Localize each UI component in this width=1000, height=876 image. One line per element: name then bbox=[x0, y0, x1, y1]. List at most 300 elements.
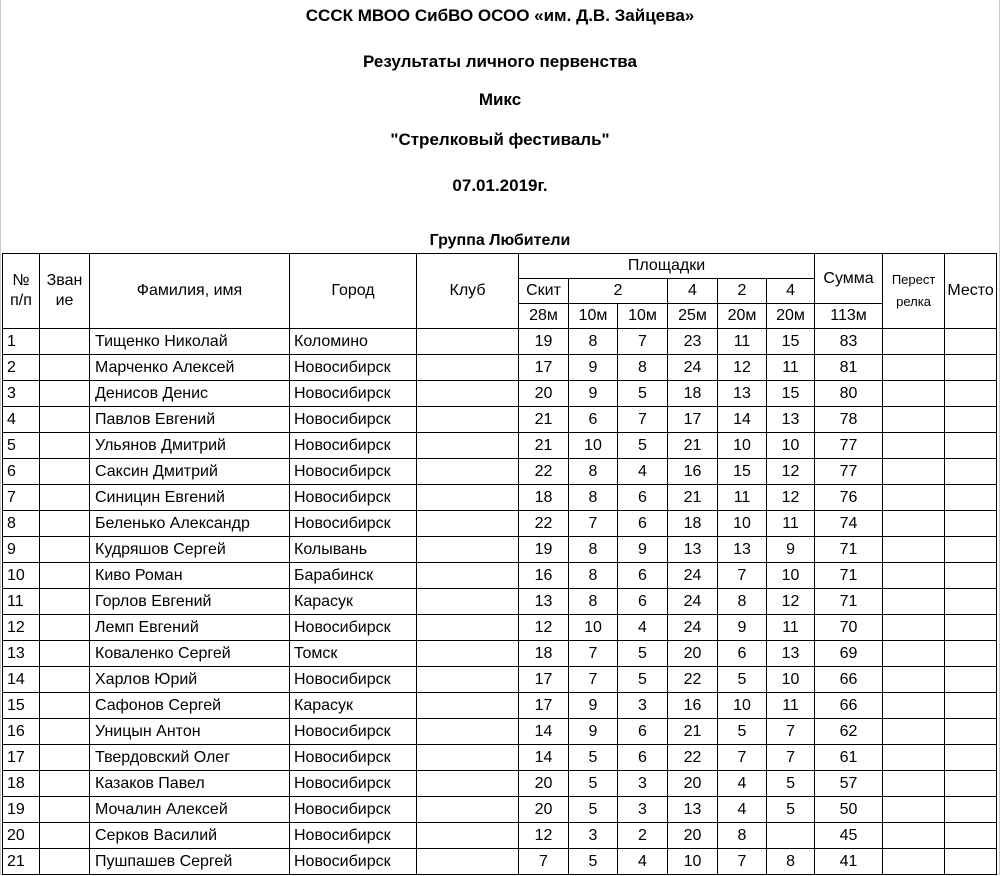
cell-num: 2 bbox=[3, 355, 40, 381]
cell-shootoff bbox=[883, 719, 945, 745]
cell-city: Томск bbox=[290, 641, 417, 667]
range-distance: 28м bbox=[519, 304, 569, 329]
cell-club bbox=[417, 719, 519, 745]
cell-city: Новосибирск bbox=[290, 745, 417, 771]
cell-score: 6 bbox=[618, 511, 668, 537]
header-name: Фамилия, имя bbox=[90, 254, 290, 329]
results-body bbox=[3, 329, 997, 875]
cell-shootoff bbox=[883, 355, 945, 381]
cell-score: 11 bbox=[767, 355, 815, 381]
cell-shootoff bbox=[883, 849, 945, 875]
cell-rank bbox=[40, 641, 90, 667]
cell-num: 11 bbox=[3, 589, 40, 615]
event-date: 07.01.2019г. bbox=[452, 176, 548, 195]
table-row bbox=[3, 407, 997, 433]
header-rank-line1: Зван bbox=[46, 272, 83, 289]
cell-total: 74 bbox=[815, 511, 883, 537]
cell-score: 6 bbox=[618, 719, 668, 745]
cell-shootoff bbox=[883, 771, 945, 797]
cell-score: 7 bbox=[569, 641, 618, 667]
cell-score: 8 bbox=[718, 589, 767, 615]
cell-score: 8 bbox=[569, 459, 618, 485]
cell-score: 5 bbox=[618, 641, 668, 667]
table-row bbox=[3, 355, 997, 381]
cell-score: 11 bbox=[767, 615, 815, 641]
cell-num: 7 bbox=[3, 485, 40, 511]
cell-place bbox=[945, 719, 997, 745]
cell-num: 16 bbox=[3, 719, 40, 745]
cell-rank bbox=[40, 823, 90, 849]
cell-num: 19 bbox=[3, 797, 40, 823]
cell-score: 7 bbox=[767, 719, 815, 745]
cell-city: Колывань bbox=[290, 537, 417, 563]
cell-total: 76 bbox=[815, 485, 883, 511]
cell-num: 14 bbox=[3, 667, 40, 693]
cell-club bbox=[417, 797, 519, 823]
cell-rank bbox=[40, 745, 90, 771]
cell-score: 20 bbox=[519, 771, 569, 797]
cell-score: 18 bbox=[668, 511, 718, 537]
table-row bbox=[3, 797, 997, 823]
cell-club bbox=[417, 771, 519, 797]
header-shootoff bbox=[883, 254, 945, 329]
cell-place bbox=[945, 329, 997, 355]
cell-place bbox=[945, 563, 997, 589]
cell-name: Харлов Юрий bbox=[90, 667, 290, 693]
table-row bbox=[3, 641, 997, 667]
cell-city: Новосибирск bbox=[290, 849, 417, 875]
event-title: "Стрелковый фестиваль" bbox=[390, 130, 610, 149]
cell-total: 70 bbox=[815, 615, 883, 641]
cell-score: 5 bbox=[569, 745, 618, 771]
cell-shootoff bbox=[883, 381, 945, 407]
cell-score: 10 bbox=[767, 563, 815, 589]
cell-score: 16 bbox=[668, 459, 718, 485]
cell-num: 17 bbox=[3, 745, 40, 771]
cell-city: Новосибирск bbox=[290, 771, 417, 797]
cell-city: Новосибирск bbox=[290, 355, 417, 381]
cell-club bbox=[417, 485, 519, 511]
cell-rank bbox=[40, 563, 90, 589]
cell-total: 45 bbox=[815, 823, 883, 849]
cell-score: 11 bbox=[767, 511, 815, 537]
cell-score: 7 bbox=[519, 849, 569, 875]
cell-score: 24 bbox=[668, 563, 718, 589]
cell-total: 57 bbox=[815, 771, 883, 797]
cell-score: 4 bbox=[718, 771, 767, 797]
cell-rank bbox=[40, 693, 90, 719]
cell-score: 18 bbox=[519, 641, 569, 667]
cell-club bbox=[417, 459, 519, 485]
cell-rank bbox=[40, 329, 90, 355]
cell-rank bbox=[40, 849, 90, 875]
cell-city: Новосибирск bbox=[290, 719, 417, 745]
cell-num: 18 bbox=[3, 771, 40, 797]
cell-score: 4 bbox=[618, 849, 668, 875]
cell-name: Коваленко Сергей bbox=[90, 641, 290, 667]
cell-score: 18 bbox=[519, 485, 569, 511]
cell-rank bbox=[40, 511, 90, 537]
cell-shootoff bbox=[883, 511, 945, 537]
cell-num: 3 bbox=[3, 381, 40, 407]
cell-score: 8 bbox=[718, 823, 767, 849]
cell-name: Пушпашев Сергей bbox=[90, 849, 290, 875]
cell-city: Новосибирск bbox=[290, 615, 417, 641]
cell-score: 8 bbox=[767, 849, 815, 875]
table-row bbox=[3, 329, 997, 355]
cell-name: Денисов Денис bbox=[90, 381, 290, 407]
cell-score: 17 bbox=[519, 667, 569, 693]
header-total: Сумма bbox=[815, 254, 883, 304]
cell-score: 7 bbox=[569, 511, 618, 537]
cell-city: Коломино bbox=[290, 329, 417, 355]
cell-shootoff bbox=[883, 485, 945, 511]
cell-place bbox=[945, 381, 997, 407]
cell-place bbox=[945, 407, 997, 433]
cell-score: 24 bbox=[668, 615, 718, 641]
cell-score: 7 bbox=[618, 407, 668, 433]
cell-score: 12 bbox=[767, 485, 815, 511]
cell-score: 5 bbox=[618, 667, 668, 693]
cell-shootoff bbox=[883, 823, 945, 849]
cell-shootoff bbox=[883, 563, 945, 589]
cell-score: 17 bbox=[519, 355, 569, 381]
cell-total: 83 bbox=[815, 329, 883, 355]
cell-club bbox=[417, 355, 519, 381]
header-city: Город bbox=[290, 254, 417, 329]
cell-rank bbox=[40, 719, 90, 745]
table-row bbox=[3, 381, 997, 407]
cell-score: 5 bbox=[618, 381, 668, 407]
cell-total: 77 bbox=[815, 433, 883, 459]
category-title: Микс bbox=[478, 90, 522, 109]
cell-shootoff bbox=[883, 797, 945, 823]
cell-total: 62 bbox=[815, 719, 883, 745]
cell-club bbox=[417, 693, 519, 719]
cell-shootoff bbox=[883, 745, 945, 771]
cell-name: Марченко Алексей bbox=[90, 355, 290, 381]
cell-place bbox=[945, 667, 997, 693]
table-row bbox=[3, 563, 997, 589]
cell-rank bbox=[40, 381, 90, 407]
range-name: 4 bbox=[767, 279, 815, 304]
cell-score: 12 bbox=[767, 459, 815, 485]
cell-rank bbox=[40, 537, 90, 563]
cell-rank bbox=[40, 667, 90, 693]
cell-total: 50 bbox=[815, 797, 883, 823]
cell-score: 17 bbox=[668, 407, 718, 433]
cell-score: 10 bbox=[718, 511, 767, 537]
range-distance: 20м bbox=[718, 304, 767, 329]
cell-name: Серков Василий bbox=[90, 823, 290, 849]
header-place: Место bbox=[945, 254, 997, 329]
cell-score: 3 bbox=[618, 771, 668, 797]
cell-score: 10 bbox=[569, 615, 618, 641]
cell-score: 11 bbox=[718, 485, 767, 511]
cell-num: 21 bbox=[3, 849, 40, 875]
cell-score: 8 bbox=[569, 537, 618, 563]
cell-place bbox=[945, 797, 997, 823]
cell-total: 77 bbox=[815, 459, 883, 485]
results-title: Результаты личного первенства bbox=[363, 52, 637, 71]
cell-score: 7 bbox=[718, 745, 767, 771]
cell-name: Беленько Александр bbox=[90, 511, 290, 537]
cell-name: Синицин Евгений bbox=[90, 485, 290, 511]
cell-name: Горлов Евгений bbox=[90, 589, 290, 615]
header-num-line1: № bbox=[12, 272, 30, 289]
cell-score: 24 bbox=[668, 589, 718, 615]
cell-shootoff bbox=[883, 329, 945, 355]
cell-num: 9 bbox=[3, 537, 40, 563]
cell-place bbox=[945, 537, 997, 563]
cell-score: 9 bbox=[569, 719, 618, 745]
cell-score: 3 bbox=[569, 823, 618, 849]
cell-place bbox=[945, 433, 997, 459]
cell-club bbox=[417, 563, 519, 589]
cell-score: 9 bbox=[569, 693, 618, 719]
cell-city: Новосибирск bbox=[290, 797, 417, 823]
cell-name: Тищенко Николай bbox=[90, 329, 290, 355]
cell-score: 20 bbox=[519, 797, 569, 823]
cell-score: 20 bbox=[668, 641, 718, 667]
cell-club bbox=[417, 433, 519, 459]
range-distance: 10м bbox=[569, 304, 618, 329]
cell-club bbox=[417, 667, 519, 693]
cell-name: Ульянов Дмитрий bbox=[90, 433, 290, 459]
cell-score: 13 bbox=[718, 537, 767, 563]
range-distance: 10м bbox=[618, 304, 668, 329]
cell-num: 10 bbox=[3, 563, 40, 589]
cell-score: 15 bbox=[767, 381, 815, 407]
table-row bbox=[3, 693, 997, 719]
cell-total: 80 bbox=[815, 381, 883, 407]
range-name: 2 bbox=[718, 279, 767, 304]
cell-total: 41 bbox=[815, 849, 883, 875]
header-ranges: Площадки bbox=[519, 254, 815, 279]
cell-num: 4 bbox=[3, 407, 40, 433]
cell-name: Твердовский Олег bbox=[90, 745, 290, 771]
cell-score: 20 bbox=[519, 381, 569, 407]
cell-score: 10 bbox=[668, 849, 718, 875]
cell-num: 8 bbox=[3, 511, 40, 537]
cell-score: 22 bbox=[668, 667, 718, 693]
cell-score: 8 bbox=[569, 563, 618, 589]
cell-city: Новосибирск bbox=[290, 459, 417, 485]
cell-rank bbox=[40, 485, 90, 511]
cell-score: 5 bbox=[767, 797, 815, 823]
cell-num: 13 bbox=[3, 641, 40, 667]
header-shootoff-line2: релка bbox=[896, 294, 931, 309]
cell-score: 5 bbox=[569, 771, 618, 797]
table-row bbox=[3, 719, 997, 745]
cell-place bbox=[945, 355, 997, 381]
cell-club bbox=[417, 641, 519, 667]
cell-score: 5 bbox=[618, 433, 668, 459]
cell-score: 22 bbox=[668, 745, 718, 771]
table-row bbox=[3, 537, 997, 563]
cell-total: 71 bbox=[815, 563, 883, 589]
range-name: 2 bbox=[569, 279, 668, 304]
range-name: 4 bbox=[668, 279, 718, 304]
cell-num: 5 bbox=[3, 433, 40, 459]
cell-score: 2 bbox=[618, 823, 668, 849]
cell-place bbox=[945, 485, 997, 511]
cell-total: 78 bbox=[815, 407, 883, 433]
cell-score: 5 bbox=[569, 849, 618, 875]
cell-rank bbox=[40, 797, 90, 823]
cell-score: 9 bbox=[718, 615, 767, 641]
header-club: Клуб bbox=[417, 254, 519, 329]
cell-score: 15 bbox=[767, 329, 815, 355]
cell-score: 7 bbox=[767, 745, 815, 771]
cell-place bbox=[945, 771, 997, 797]
cell-score: 6 bbox=[618, 745, 668, 771]
cell-club bbox=[417, 329, 519, 355]
cell-score: 6 bbox=[718, 641, 767, 667]
cell-rank bbox=[40, 407, 90, 433]
cell-num: 1 bbox=[3, 329, 40, 355]
cell-score: 7 bbox=[569, 667, 618, 693]
cell-total: 71 bbox=[815, 589, 883, 615]
cell-score: 12 bbox=[718, 355, 767, 381]
cell-score: 21 bbox=[519, 407, 569, 433]
cell-score: 6 bbox=[618, 485, 668, 511]
cell-rank bbox=[40, 459, 90, 485]
cell-score: 9 bbox=[569, 355, 618, 381]
cell-score: 10 bbox=[718, 693, 767, 719]
cell-score: 21 bbox=[668, 719, 718, 745]
cell-score: 21 bbox=[519, 433, 569, 459]
cell-place bbox=[945, 511, 997, 537]
header-num-line2: п/п bbox=[10, 292, 32, 309]
cell-shootoff bbox=[883, 537, 945, 563]
cell-num: 12 bbox=[3, 615, 40, 641]
table-row bbox=[3, 589, 997, 615]
cell-shootoff bbox=[883, 407, 945, 433]
cell-score: 7 bbox=[718, 563, 767, 589]
cell-shootoff bbox=[883, 459, 945, 485]
results-table bbox=[2, 253, 997, 875]
cell-city: Новосибирск bbox=[290, 433, 417, 459]
cell-place bbox=[945, 641, 997, 667]
cell-club bbox=[417, 745, 519, 771]
cell-club bbox=[417, 407, 519, 433]
table-row bbox=[3, 771, 997, 797]
cell-score: 10 bbox=[767, 667, 815, 693]
cell-place bbox=[945, 823, 997, 849]
table-row bbox=[3, 615, 997, 641]
header-rank-line2: ие bbox=[55, 292, 74, 309]
cell-score: 20 bbox=[668, 771, 718, 797]
organization-title: СССК МВОО СибВО ОСОО «им. Д.В. Зайцева» bbox=[305, 6, 695, 25]
cell-score: 13 bbox=[668, 797, 718, 823]
cell-total: 66 bbox=[815, 693, 883, 719]
cell-club bbox=[417, 823, 519, 849]
cell-score: 23 bbox=[668, 329, 718, 355]
cell-rank bbox=[40, 355, 90, 381]
cell-place bbox=[945, 615, 997, 641]
cell-city: Новосибирск bbox=[290, 485, 417, 511]
cell-score: 7 bbox=[718, 849, 767, 875]
total-distance: 113м bbox=[815, 304, 883, 329]
cell-club bbox=[417, 511, 519, 537]
cell-name: Казаков Павел bbox=[90, 771, 290, 797]
cell-rank bbox=[40, 615, 90, 641]
cell-score: 22 bbox=[519, 511, 569, 537]
cell-name: Павлов Евгений bbox=[90, 407, 290, 433]
range-distance: 20м bbox=[767, 304, 815, 329]
cell-total: 71 bbox=[815, 537, 883, 563]
cell-total: 81 bbox=[815, 355, 883, 381]
cell-score: 10 bbox=[718, 433, 767, 459]
cell-name: Саксин Дмитрий bbox=[90, 459, 290, 485]
cell-score: 13 bbox=[767, 641, 815, 667]
cell-place bbox=[945, 459, 997, 485]
cell-city: Карасук bbox=[290, 693, 417, 719]
cell-score: 21 bbox=[668, 433, 718, 459]
cell-score: 13 bbox=[519, 589, 569, 615]
cell-shootoff bbox=[883, 641, 945, 667]
cell-place bbox=[945, 745, 997, 771]
cell-score: 16 bbox=[668, 693, 718, 719]
cell-total: 69 bbox=[815, 641, 883, 667]
cell-shootoff bbox=[883, 667, 945, 693]
cell-name: Лемп Евгений bbox=[90, 615, 290, 641]
cell-name: Уницын Антон bbox=[90, 719, 290, 745]
cell-place bbox=[945, 849, 997, 875]
cell-rank bbox=[40, 771, 90, 797]
cell-score: 5 bbox=[718, 667, 767, 693]
cell-score bbox=[767, 823, 815, 849]
cell-club bbox=[417, 615, 519, 641]
cell-name: Киво Роман bbox=[90, 563, 290, 589]
cell-score: 20 bbox=[668, 823, 718, 849]
cell-score: 5 bbox=[569, 797, 618, 823]
cell-num: 6 bbox=[3, 459, 40, 485]
table-row bbox=[3, 745, 997, 771]
table-row bbox=[3, 433, 997, 459]
cell-score: 21 bbox=[668, 485, 718, 511]
cell-rank bbox=[40, 433, 90, 459]
cell-score: 12 bbox=[519, 823, 569, 849]
cell-city: Новосибирск bbox=[290, 407, 417, 433]
cell-place bbox=[945, 589, 997, 615]
cell-num: 20 bbox=[3, 823, 40, 849]
cell-score: 12 bbox=[767, 589, 815, 615]
cell-score: 8 bbox=[569, 329, 618, 355]
table-row bbox=[3, 849, 997, 875]
range-name: Скит bbox=[519, 279, 569, 304]
cell-score: 8 bbox=[569, 485, 618, 511]
cell-score: 19 bbox=[519, 537, 569, 563]
cell-score: 13 bbox=[767, 407, 815, 433]
table-row bbox=[3, 667, 997, 693]
cell-score: 6 bbox=[569, 407, 618, 433]
cell-score: 11 bbox=[718, 329, 767, 355]
cell-score: 4 bbox=[718, 797, 767, 823]
range-distance: 25м bbox=[668, 304, 718, 329]
table-row bbox=[3, 511, 997, 537]
cell-score: 6 bbox=[618, 589, 668, 615]
cell-shootoff bbox=[883, 615, 945, 641]
cell-name: Кудряшов Сергей bbox=[90, 537, 290, 563]
cell-club bbox=[417, 537, 519, 563]
cell-city: Новосибирск bbox=[290, 667, 417, 693]
cell-score: 13 bbox=[718, 381, 767, 407]
header-num bbox=[3, 254, 40, 329]
header-shootoff-line1: Перест bbox=[891, 272, 936, 287]
cell-score: 8 bbox=[618, 355, 668, 381]
